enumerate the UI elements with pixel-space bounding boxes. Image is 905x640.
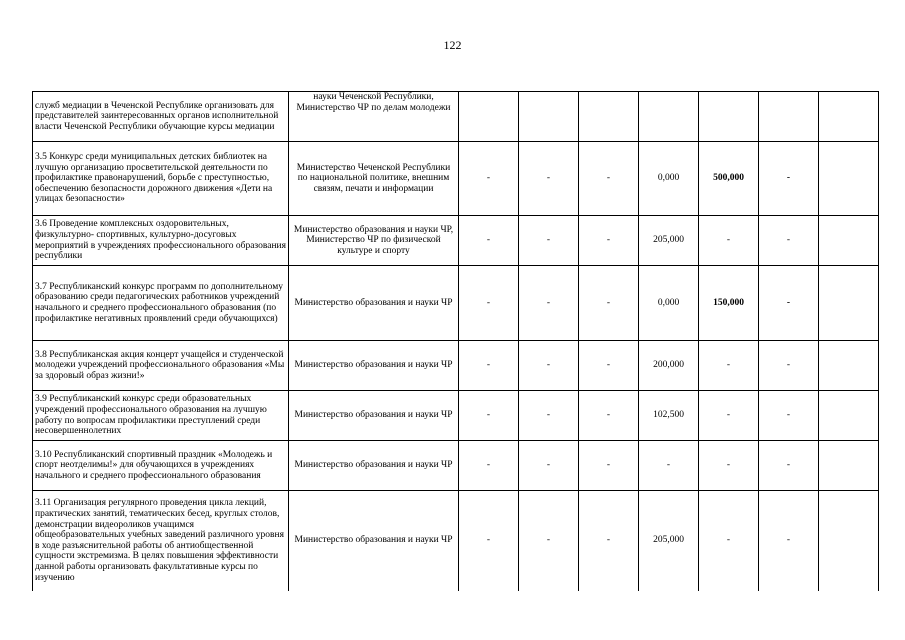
value-cell bbox=[819, 266, 879, 341]
table-row bbox=[33, 341, 879, 391]
value-cell: - bbox=[759, 391, 819, 441]
measure-description: 3.7 Республиканский конкурс программ по дополнительному образованию среди педагогических работников учреждений начального и среднего профессионального образования (по профилактике негативных проявлений среди обучающихся) bbox=[33, 266, 289, 341]
measures-table bbox=[32, 91, 879, 591]
table-row bbox=[33, 216, 879, 266]
value-cell: - bbox=[579, 266, 639, 341]
value-cell: - bbox=[579, 341, 639, 391]
value-cell: - bbox=[459, 216, 519, 266]
measure-description: 3.5 Конкурс среди муниципальных детских библиотек на лучшую организацию просветительской деятельности по профилактике правонарушений, борьбе с преступностью, обеспечению безопасности дорожного движения «Дети на улицах безопасности» bbox=[33, 142, 289, 216]
value-cell bbox=[519, 92, 579, 142]
measure-description: 3.8 Республиканская акция концерт учащейся и студенческой молодежи учреждений профессионального образования «Мы за здоровый образ жизни!» bbox=[33, 341, 289, 391]
value-cell: - bbox=[519, 216, 579, 266]
value-cell: 0,000 bbox=[639, 266, 699, 341]
responsible-agency: Министерство Чеченской Республики по национальной политике, внешним связям, печати и информации bbox=[289, 142, 459, 216]
measure-description: 3.10 Республиканский спортивный праздник «Молодежь и спорт неотделимы!» для обучающихся в учреждениях начального и среднего профессионального образования bbox=[33, 441, 289, 491]
value-cell: - bbox=[759, 491, 819, 591]
value-cell bbox=[459, 92, 519, 142]
responsible-agency: Министерство образования и науки ЧР, Министерство ЧР по физической культуре и спорту bbox=[289, 216, 459, 266]
responsible-agency: Министерство образования и науки ЧР bbox=[289, 491, 459, 591]
measure-description: 3.9 Республиканский конкурс среди образовательных учреждений профессионального образования на лучшую работу по вопросам профилактики преступлений среди несовершеннолетних bbox=[33, 391, 289, 441]
value-cell: - bbox=[759, 441, 819, 491]
value-cell bbox=[819, 391, 879, 441]
table-row bbox=[33, 92, 879, 142]
responsible-agency: Министерство образования и науки ЧР bbox=[289, 341, 459, 391]
value-cell: - bbox=[459, 491, 519, 591]
table-row bbox=[33, 491, 879, 591]
value-cell: - bbox=[459, 266, 519, 341]
value-cell: 0,000 bbox=[639, 142, 699, 216]
value-cell bbox=[819, 92, 879, 142]
value-cell: 102,500 bbox=[639, 391, 699, 441]
value-cell: - bbox=[519, 441, 579, 491]
value-cell: - bbox=[759, 341, 819, 391]
value-cell: - bbox=[699, 491, 759, 591]
value-cell bbox=[699, 92, 759, 142]
value-cell: - bbox=[519, 391, 579, 441]
value-cell bbox=[819, 216, 879, 266]
value-cell: - bbox=[579, 391, 639, 441]
responsible-agency: Министерство образования и науки ЧР bbox=[289, 391, 459, 441]
value-cell bbox=[819, 491, 879, 591]
value-cell: - bbox=[579, 142, 639, 216]
value-cell bbox=[759, 92, 819, 142]
value-cell: - bbox=[579, 441, 639, 491]
value-cell: - bbox=[699, 391, 759, 441]
measure-description: служб медиации в Чеченской Республике организовать для представителей заинтересованных органов исполнительной власти Чеченской Республики обучающие курсы медиации bbox=[33, 92, 289, 142]
table-row bbox=[33, 142, 879, 216]
value-cell: 205,000 bbox=[639, 491, 699, 591]
value-cell bbox=[639, 92, 699, 142]
value-cell: 150,000 bbox=[699, 266, 759, 341]
value-cell: - bbox=[759, 142, 819, 216]
value-cell: - bbox=[579, 216, 639, 266]
value-cell: - bbox=[699, 341, 759, 391]
responsible-agency: науки Чеченской Республики, Министерство ЧР по делам молодежи bbox=[289, 92, 459, 142]
value-cell: - bbox=[759, 266, 819, 341]
value-cell: - bbox=[459, 391, 519, 441]
value-cell: 205,000 bbox=[639, 216, 699, 266]
value-cell: - bbox=[519, 266, 579, 341]
value-cell: - bbox=[639, 441, 699, 491]
value-cell: - bbox=[459, 441, 519, 491]
value-cell bbox=[819, 341, 879, 391]
value-cell: - bbox=[699, 441, 759, 491]
value-cell bbox=[579, 92, 639, 142]
value-cell: 200,000 bbox=[639, 341, 699, 391]
measure-description: 3.6 Проведение комплексных оздоровительных, физкультурно- спортивных, культурно-досуговых мероприятий в учреждениях профессионального образования республики bbox=[33, 216, 289, 266]
value-cell: - bbox=[759, 216, 819, 266]
value-cell: - bbox=[459, 341, 519, 391]
value-cell: - bbox=[459, 142, 519, 216]
table-row bbox=[33, 266, 879, 341]
value-cell: - bbox=[519, 491, 579, 591]
value-cell: - bbox=[519, 341, 579, 391]
responsible-agency: Министерство образования и науки ЧР bbox=[289, 441, 459, 491]
responsible-agency: Министерство образования и науки ЧР bbox=[289, 266, 459, 341]
page-number: 122 bbox=[443, 38, 462, 52]
value-cell: 500,000 bbox=[699, 142, 759, 216]
value-cell: - bbox=[699, 216, 759, 266]
measure-description: 3.11 Организация регулярного проведения цикла лекций, практических занятий, тематических бесед, круглых столов, демонстрации видеороликов учащимся общеобразовательных учебных заведений различного уровня в ходе разъяснительной работы об антиобщественной сущности экстремизма. В целях повышения эффективности данной работы организовать факультативные курсы по изучению bbox=[33, 491, 289, 591]
value-cell: - bbox=[519, 142, 579, 216]
table-row bbox=[33, 441, 879, 491]
value-cell: - bbox=[579, 491, 639, 591]
value-cell bbox=[819, 142, 879, 216]
value-cell bbox=[819, 441, 879, 491]
table-row bbox=[33, 391, 879, 441]
